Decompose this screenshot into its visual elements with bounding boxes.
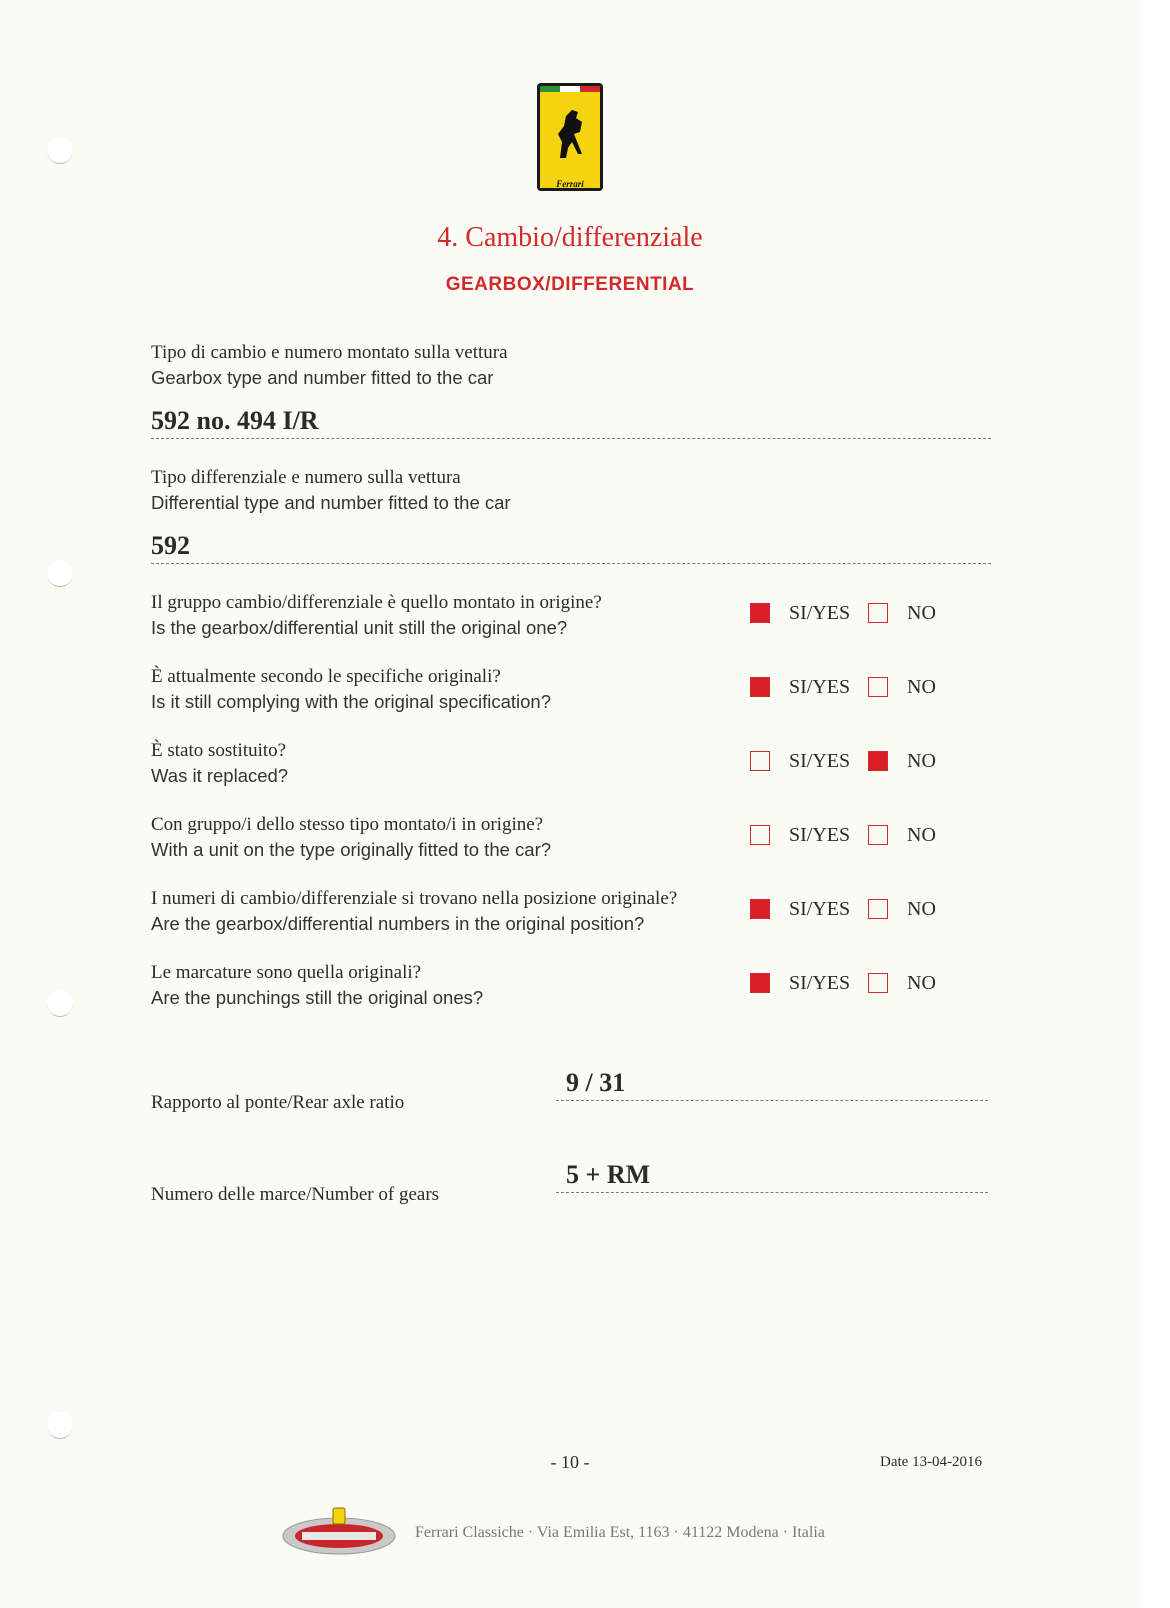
question-label-en: Is the gearbox/differential unit still the original one?	[151, 617, 568, 638]
question-text	[151, 812, 771, 862]
yes-checkbox[interactable]	[750, 677, 770, 697]
yes-checkbox[interactable]	[750, 899, 770, 919]
no-label: NO	[907, 823, 936, 846]
no-label: NO	[907, 601, 936, 624]
yes-option[interactable]	[750, 970, 850, 996]
question-text	[151, 664, 771, 714]
yes-checkbox[interactable]	[750, 825, 770, 845]
no-checkbox[interactable]	[868, 825, 888, 845]
differential-value: 592	[151, 531, 991, 564]
binder-hole	[47, 137, 73, 164]
yes-label: SI/YES	[789, 601, 851, 624]
binder-hole	[47, 1412, 73, 1439]
question-label-it: I numeri di cambio/differenziale si trovano nella posizione originale?	[151, 888, 678, 909]
differential-label-en: Differential type and number fitted to the car	[151, 492, 511, 513]
yes-checkbox[interactable]	[750, 751, 770, 771]
rear-axle-ratio-value: 9 / 31	[556, 1068, 988, 1101]
yes-label: SI/YES	[789, 897, 851, 920]
gearbox-field	[151, 340, 991, 439]
no-option[interactable]	[868, 674, 936, 700]
ferrari-shield-logo	[536, 82, 604, 192]
question-text	[151, 590, 771, 640]
ferrari-classiche-emblem	[280, 1502, 398, 1562]
question-label-it: Le marcature sono quella originali?	[151, 962, 422, 983]
footer-address: Ferrari Classiche · Via Emilia Est, 1163 · 41122 Modena · Italia	[415, 1524, 825, 1541]
document-date: Date 13-04-2016	[880, 1454, 983, 1470]
no-label: NO	[907, 675, 936, 698]
differential-label-it: Tipo differenziale e numero sulla vettura	[151, 467, 461, 488]
yes-option[interactable]	[750, 748, 850, 774]
gearbox-label-it: Tipo di cambio e numero montato sulla vettura	[151, 342, 508, 363]
question-label-it: È attualmente secondo le specifiche originali?	[151, 666, 501, 687]
yes-checkbox[interactable]	[750, 973, 770, 993]
yes-label: SI/YES	[789, 675, 851, 698]
question-row	[151, 812, 991, 868]
section-subtitle: GEARBOX/DIFFERENTIAL	[445, 274, 695, 295]
question-row	[151, 590, 991, 646]
question-label-en: With a unit on the type originally fitted to the car?	[151, 839, 552, 860]
question-row	[151, 960, 991, 1016]
question-label-en: Are the punchings still the original ones?	[151, 987, 484, 1008]
yes-label: SI/YES	[789, 823, 851, 846]
no-checkbox[interactable]	[868, 603, 888, 623]
no-checkbox[interactable]	[868, 973, 888, 993]
yes-label: SI/YES	[789, 749, 851, 772]
no-label: NO	[907, 749, 936, 772]
no-label: NO	[907, 971, 936, 994]
yes-option[interactable]	[750, 822, 850, 848]
question-label-it: Il gruppo cambio/differenziale è quello montato in origine?	[151, 592, 602, 613]
question-label-en: Are the gearbox/differential numbers in the original position?	[151, 913, 645, 934]
question-row	[151, 664, 991, 720]
no-checkbox[interactable]	[868, 751, 888, 771]
binder-hole	[47, 990, 73, 1017]
question-label-en: Is it still complying with the original specification?	[151, 691, 551, 712]
yes-option[interactable]	[750, 674, 850, 700]
yes-label: SI/YES	[789, 971, 851, 994]
no-option[interactable]	[868, 600, 936, 626]
binder-hole	[47, 560, 73, 587]
question-row	[151, 738, 991, 794]
question-text	[151, 738, 771, 788]
gearbox-value: 592 no. 494 I/R	[151, 406, 991, 439]
no-option[interactable]	[868, 822, 936, 848]
footer	[280, 1502, 900, 1562]
number-of-gears-label: Numero delle marce/Number of gears	[151, 1184, 440, 1205]
no-checkbox[interactable]	[868, 677, 888, 697]
no-label: NO	[907, 897, 936, 920]
question-text	[151, 886, 771, 936]
question-label-it: È stato sostituito?	[151, 740, 287, 761]
question-text	[151, 960, 771, 1010]
question-label-en: Was it replaced?	[151, 765, 289, 786]
section-title: 4. Cambio/differenziale	[437, 222, 703, 253]
rear-axle-ratio-label: Rapporto al ponte/Rear axle ratio	[151, 1092, 405, 1113]
no-option[interactable]	[868, 970, 936, 996]
rear-axle-ratio-row	[151, 1068, 991, 1113]
no-checkbox[interactable]	[868, 899, 888, 919]
no-option[interactable]	[868, 896, 936, 922]
no-option[interactable]	[868, 748, 936, 774]
yes-checkbox[interactable]	[750, 603, 770, 623]
page-number: - 10 -	[550, 1452, 590, 1472]
gearbox-label-en: Gearbox type and number fitted to the car	[151, 367, 494, 388]
differential-field	[151, 465, 991, 564]
yes-option[interactable]	[750, 896, 850, 922]
svg-text:Ferrari: Ferrari	[556, 179, 584, 189]
yes-option[interactable]	[750, 600, 850, 626]
number-of-gears-row	[151, 1160, 991, 1205]
question-row	[151, 886, 991, 942]
number-of-gears-value: 5 + RM	[556, 1160, 988, 1193]
question-label-it: Con gruppo/i dello stesso tipo montato/i in origine?	[151, 814, 544, 835]
